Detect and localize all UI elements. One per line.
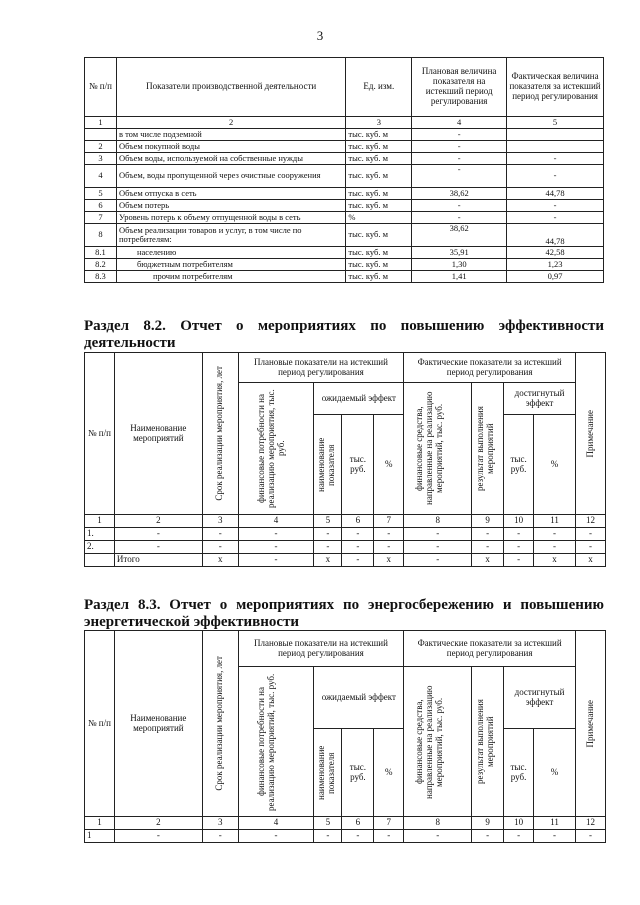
header-planned: Плановая величина показателя на истекший период регулирования — [412, 58, 507, 117]
row-fact: 44,78 — [507, 188, 604, 200]
production-indicators-table — [84, 57, 604, 283]
row-fact: 1,23 — [507, 259, 604, 271]
table-row: 1. - - - - - - - - - - - — [85, 528, 606, 541]
row-plan: 35,91 — [412, 247, 507, 259]
table-row: 8.2 бюджетным потребителям тыс. куб. м 1,30 1,23 — [85, 259, 604, 271]
col-number: 1 — [85, 117, 117, 129]
table-row: 8 Объем реализации товаров и услуг, в том числе по потребителям: тыс. куб. м 38,62 44,78 — [85, 224, 604, 247]
header-actual-group: Фактические показатели за истекший период регулирования — [404, 353, 576, 383]
row-plan: 1,41 — [412, 271, 507, 283]
col-number: 2 — [116, 117, 345, 129]
row-plan: - — [412, 200, 507, 212]
table-row: 2. - - - - - - - - - - - — [85, 541, 606, 554]
row-plan: - — [412, 141, 507, 153]
header-unit: Ед. изм. — [346, 58, 412, 117]
header-expected-effect: ожидаемый эффект — [314, 667, 404, 729]
table-row: 8.1 населению тыс. куб. м 35,91 42,58 — [85, 247, 604, 259]
section-8-2-title: Раздел 8.2. Отчет о мероприятиях по повышению эффективности деятельности — [84, 318, 604, 351]
row-fact: - — [507, 153, 604, 165]
row-plan: - — [412, 153, 507, 165]
header-plan-finance: финансовые потребности на реализацию мероприятия, тыс. руб. — [256, 389, 286, 508]
row-unit: тыс. куб. м — [346, 247, 412, 259]
row-name: Объем воды, используемой на собственные нужды — [116, 153, 345, 165]
header-thous-rub-2: тыс. руб. — [504, 729, 534, 817]
efficiency-measures-table: № п/п Наименование мероприятий Срок реализации мероприятия, лет Плановые показатели на истекший период регулирования Фактические показатели за истекший период регулирования Примечание финансовые потребности на реализацию мероприятия, тыс. руб. ожидаемый эффект финансовые средства, направленные на реализацию мероприятий, тыс. руб. результат выполнения мероприятий достигнутый эффект наименование показателя тыс. руб. % тыс. руб. % 1 2 3 4 5 6 7 8 9 10 11 12 1. - - - - - - - - - - - 2. - - - - - - - - - - - Итого х - х - х - х - х х — [84, 352, 606, 567]
header-thous-rub: тыс. руб. — [342, 729, 374, 817]
row-plan: 1,30 — [412, 259, 507, 271]
header-term: Срок реализации мероприятия, лет — [214, 366, 225, 501]
header-result: результат выполнения мероприятий — [474, 406, 495, 491]
row-name: Объем потерь — [116, 200, 345, 212]
col-number: 4 — [412, 117, 507, 129]
table-row: 5 Объем отпуска в сеть тыс. куб. м 38,62 44,78 — [85, 188, 604, 200]
row-name: Объем реализации товаров и услуг, в том числе по потребителям: — [116, 224, 345, 247]
header-term: Срок реализации мероприятия, лет — [214, 656, 225, 791]
row-unit: тыс. куб. м — [346, 165, 412, 188]
row-unit: тыс. куб. м — [346, 188, 412, 200]
header-achieved-effect: достигнутый эффект — [504, 667, 576, 729]
header-planned-group: Плановые показатели на истекший период регулирования — [238, 631, 404, 667]
row-unit: тыс. куб. м — [346, 259, 412, 271]
section-8-3-title: Раздел 8.3. Отчет о мероприятиях по энергосбережению и повышению энергетической эффективности — [84, 597, 604, 630]
table-row: 6 Объем потерь тыс. куб. м - - — [85, 200, 604, 212]
header-indicator-name: наименование показателя — [315, 437, 336, 492]
row-unit: тыс. куб. м — [346, 224, 412, 247]
total-row: Итого х - х - х - х - х х — [85, 554, 606, 567]
row-fact — [507, 129, 604, 141]
page-number: 3 — [316, 28, 324, 43]
row-name: бюджетным потребителям — [116, 259, 345, 271]
header-expected-effect: ожидаемый эффект — [314, 383, 404, 415]
row-plan: - — [412, 212, 507, 224]
header-name: Наименование мероприятий — [114, 631, 202, 817]
row-name: в том числе подземной — [116, 129, 345, 141]
row-plan: 38,62 — [412, 224, 507, 247]
row-plan: - — [412, 129, 507, 141]
row-unit: тыс. куб. м — [346, 153, 412, 165]
row-fact — [507, 141, 604, 153]
row-plan: 38,62 — [412, 188, 507, 200]
header-actual: Фактическая величина показателя за истекший период регулирования — [507, 58, 604, 117]
header-result: результат выполнения мероприятий — [474, 699, 495, 784]
row-fact: - — [507, 165, 604, 188]
energy-saving-measures-table: № п/п Наименование мероприятий Срок реализации мероприятия, лет Плановые показатели на истекший период регулирования Фактические показатели за истекший период регулирования Примечание финансовые потребности на реализацию мероприятий, тыс. руб. ожидаемый эффект финансовые средства, направленные на реализацию мероприятий, тыс. руб. результат выполнения мероприятий достигнутый эффект наименование показателя тыс. руб. % тыс. руб. % 1 2 3 4 5 6 7 8 9 10 11 12 1 - - - - - - - - - - - — [84, 630, 606, 843]
header-name: Наименование мероприятий — [114, 353, 202, 515]
row-unit: тыс. куб. м — [346, 129, 412, 141]
table-row: 4 Объем, воды пропущенной через очистные сооружения тыс. куб. м - - — [85, 165, 604, 188]
header-actual-group: Фактические показатели за истекший период регулирования — [404, 631, 576, 667]
table-row: 8.3 прочим потребителям тыс. куб. м 1,41 0,97 — [85, 271, 604, 283]
header-fact-finance: финансовые средства, направленные на реализацию мероприятий, тыс. руб. — [413, 684, 444, 799]
col-number: 5 — [507, 117, 604, 129]
col-number: 3 — [346, 117, 412, 129]
header-num: № п/п — [85, 353, 115, 515]
row-name: Объем отпуска в сеть — [116, 188, 345, 200]
header-num: № п/п — [85, 631, 115, 817]
header-fact-finance: финансовые средства, направленные на реализацию мероприятий, тыс. руб. — [413, 391, 444, 506]
row-unit: % — [346, 212, 412, 224]
row-fact: 44,78 — [507, 224, 604, 247]
header-percent-2: % — [534, 415, 576, 515]
row-fact: 42,58 — [507, 247, 604, 259]
header-plan-finance: финансовые потребности на реализацию мероприятий, тыс. руб. — [256, 672, 276, 811]
row-name: населению — [116, 247, 345, 259]
row-fact: 0,97 — [507, 271, 604, 283]
row-unit: тыс. куб. м — [346, 271, 412, 283]
row-plan: - — [412, 165, 507, 188]
table-row: 2 Объем покупной воды тыс. куб. м - — [85, 141, 604, 153]
header-achieved-effect: достигнутый эффект — [504, 383, 576, 415]
header-note: Примечание — [584, 699, 595, 748]
row-name: Уровень потерь к объему отпущенной воды в сеть — [116, 212, 345, 224]
row-unit: тыс. куб. м — [346, 200, 412, 212]
row-unit: тыс. куб. м — [346, 141, 412, 153]
header-planned-group: Плановые показатели на истекший период регулирования — [238, 353, 404, 383]
row-name: Объем, воды пропущенной через очистные сооружения — [116, 165, 345, 188]
header-indicator-name: наименование показателя — [315, 745, 336, 800]
table-row: 1 - - - - - - - - - - - — [85, 830, 606, 843]
row-fact: - — [507, 200, 604, 212]
row-fact: - — [507, 212, 604, 224]
table-row — [85, 129, 604, 141]
table-row: 7 Уровень потерь к объему отпущенной воды в сеть % - - — [85, 212, 604, 224]
header-percent: % — [374, 729, 404, 817]
header-num: № п/п — [85, 58, 117, 117]
table-row: 3 Объем воды, используемой на собственные нужды тыс. куб. м - - — [85, 153, 604, 165]
row-name: прочим потребителям — [116, 271, 345, 283]
header-percent-2: % — [534, 729, 576, 817]
header-indicator: Показатели производственной деятельности — [116, 58, 345, 117]
row-name: Объем покупной воды — [116, 141, 345, 153]
header-thous-rub-2: тыс. руб. — [504, 415, 534, 515]
header-percent: % — [374, 415, 404, 515]
header-note: Примечание — [584, 409, 595, 458]
header-thous-rub: тыс. руб. — [342, 415, 374, 515]
